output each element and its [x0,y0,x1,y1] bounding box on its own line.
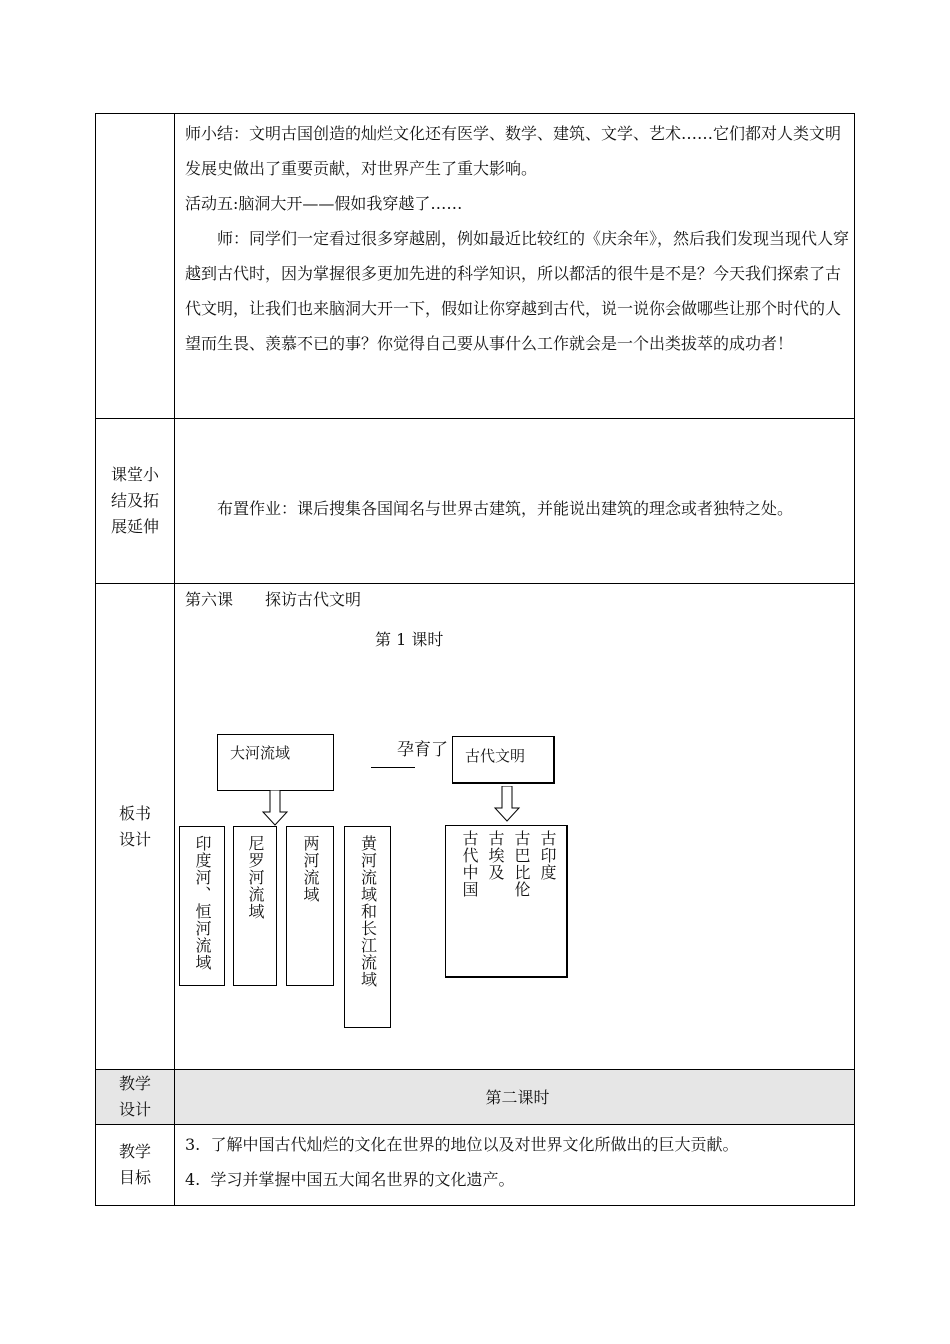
activity-five-title: 活动五:脑洞大开——假如我穿越了…… [185,194,463,213]
bred-label: 孕育了 [397,740,448,760]
civ-egypt: 古埃及 [486,830,505,881]
activity-five-text: 师：同学们一定看过很多穿越剧，例如最近比较红的《庆余年》，然后我们发现当现代人穿越到古代时，因为掌握很多更加先进的科学知识，所以都活的很牛是不是？今天我们探索了古代文明，让我们也来脑洞大开一下，假如让你穿越到古代，说一说你会做哪些让那个时代的人望而生畏、羡慕不已的事？你觉得自己要从事什么工作就会是一个出类拔萃的成功者！ [185,229,850,353]
river-basins-label: 大河流域 [230,744,291,762]
teacher-summary-text: 师小结：文明古国创造的灿烂文化还有医学、数学、建筑、文学、艺术……它们都对人类文明发展史做出了重要贡献，对世界产生了重大影响。 [185,124,842,178]
river-yellow-yangtze: 黄河流域和长江流域 [358,835,378,988]
river-basins-box [217,734,334,791]
summary-label-text: 课堂小结及拓展延伸 [110,465,159,536]
civ-india: 古印度 [538,830,557,881]
board-label [96,584,175,1070]
activity-content-cell [175,114,855,419]
homework-text: 布置作业：课后搜集各国闻名与世界古建筑，并能说出建筑的理念或者独特之处。 [217,499,794,518]
goal-item: 3. 了解中国古代灿烂的文化在世界的地位以及对世界文化所做出的巨大贡献。 [185,1135,739,1154]
summary-label [96,419,175,584]
lesson-heading: 第六课 探访古代文明 [185,590,362,609]
summary-content-cell [175,419,855,584]
civilizations-list [446,826,566,898]
ancient-civ-label: 古代文明 [465,747,526,765]
board-content-cell [175,584,855,1070]
arrow-down-icon [261,790,289,826]
arrow-down-icon [493,786,521,822]
river-box-indus-ganges [179,826,225,986]
activity-label-cell [96,114,175,419]
second-period-cell: 第二课时 [175,1070,855,1125]
river-indus-ganges: 印度河、恒河流域 [193,835,212,971]
river-two-rivers: 两河流域 [301,835,320,903]
river-box-nile [233,826,277,986]
connector-line [371,767,415,768]
lesson-plan-table [95,113,855,1206]
civilizations-box [445,825,568,978]
civ-babylon: 古巴比伦 [512,830,531,898]
goals-label [96,1125,175,1206]
board-diagram [175,584,845,1069]
goal-item: 4. 学习并掌握中国五大闻名世界的文化遗产。 [185,1170,515,1189]
civ-china: 古代中国 [460,830,479,898]
lesson-period: 第 1 课时 [375,630,444,649]
river-box-yellow-yangtze [344,826,391,1028]
design-label-text: 教学设计 [118,1074,151,1119]
river-nile: 尼罗河流域 [246,835,265,920]
goals-label-text: 教学目标 [118,1142,151,1187]
board-label-text: 板书设计 [118,803,151,849]
ancient-civ-box [452,736,555,784]
design-label [96,1070,175,1125]
goals-content-cell [175,1125,855,1206]
river-box-two-rivers [286,826,334,986]
